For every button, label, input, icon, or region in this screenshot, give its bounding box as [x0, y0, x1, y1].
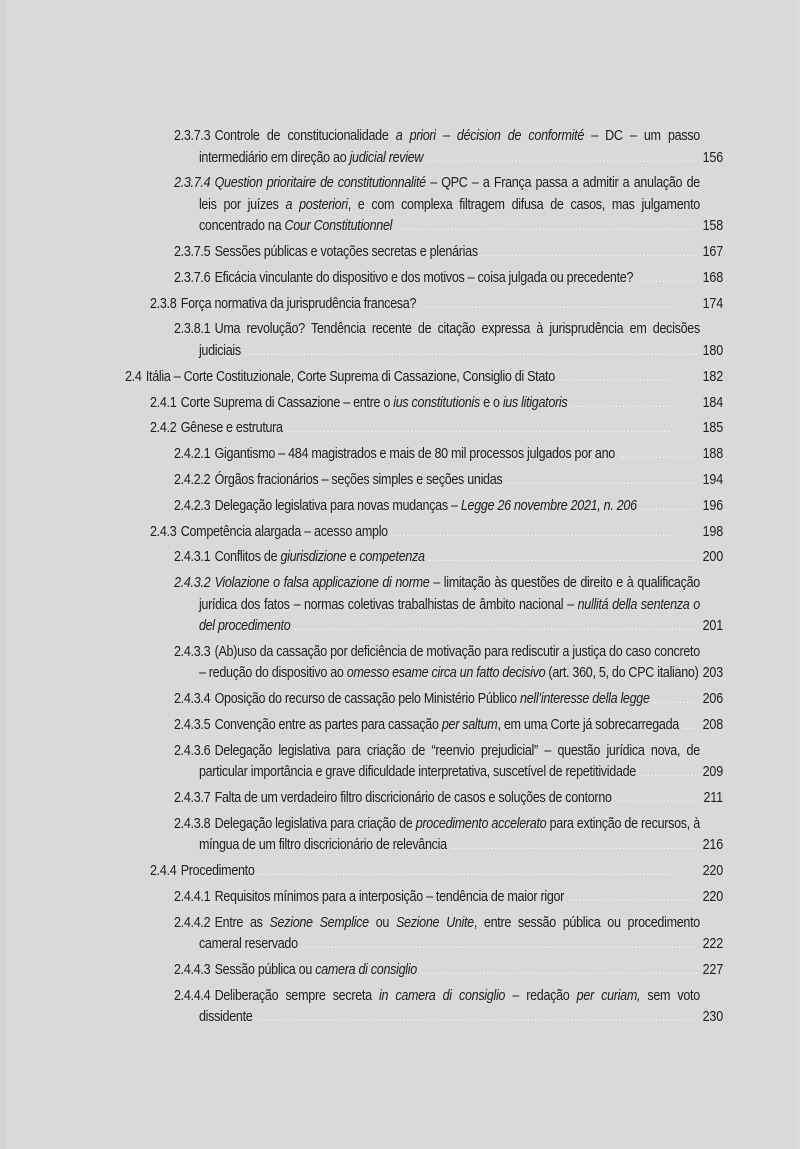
title-segment: Competência alargada – acesso amplo [180, 523, 388, 540]
italic-term: Legge 26 novembre 2021, n. 206 [460, 497, 637, 514]
dot-leader: ............................................................................ [416, 965, 699, 978]
toc-entry-text [174, 960, 712, 983]
toc-entry-body [174, 788, 700, 811]
dot-leader: ..................................................................... [416, 298, 673, 311]
page-number: 174 [702, 295, 723, 312]
page-number: 209 [702, 764, 723, 781]
title-segment: Requisitos mínimos para a interposição – tendência de maior rigor [214, 889, 565, 906]
title-segment: – DC – um passo intermediário em direção ao [198, 128, 700, 166]
dot-leader: ................................................................... [446, 840, 696, 853]
toc-entry[interactable] [0, 393, 800, 416]
section-number: 2.4.2.1 [174, 446, 211, 463]
title-segment: (Ab)uso da cassação por deficiência de motivação para rediscutir a justiça do caso concreto – redução do dispositivo ao [198, 643, 700, 682]
italic-term: a posteriori [285, 196, 348, 213]
page-number: 216 [702, 837, 723, 854]
toc-entry-body [174, 642, 700, 686]
title-segment: Deliberação sempre secreta [214, 987, 379, 1004]
page-number: 206 [702, 691, 723, 708]
dot-leader: .................................................... [502, 474, 697, 487]
section-number: 2.4.4 [150, 863, 177, 880]
toc-entry-body [174, 242, 700, 265]
page-number: 198 [702, 523, 723, 540]
page-number: 158 [702, 218, 723, 235]
section-number: 2.4.3.1 [174, 549, 211, 566]
table-of-contents [0, 126, 800, 1033]
toc-entry-text [174, 470, 712, 493]
title-segment: – limitação às questões de direito e à qualificação jurídica dos fatos – normas coletivas trabalhistas de âmbito nacional – [198, 575, 700, 613]
toc-entry[interactable] [0, 242, 800, 265]
toc-entry-text [174, 547, 712, 570]
section-number: 2.3.7.4 [174, 175, 211, 192]
toc-entry-body [174, 814, 700, 858]
page-number: 203 [702, 665, 723, 682]
italic-term: ius litigatoris [502, 394, 568, 411]
toc-entry-text [174, 642, 712, 686]
toc-entry-text [125, 367, 706, 390]
section-number: 2.4.4.4 [174, 987, 211, 1004]
italic-term: Sezione Semplice [269, 914, 369, 931]
toc-entry[interactable] [0, 741, 800, 785]
title-segment: e o [479, 394, 503, 411]
page-number: 188 [702, 446, 723, 463]
page-number: 230 [702, 1009, 723, 1026]
italic-term: per saltum [441, 717, 498, 734]
section-number: 2.3.7.3 [174, 128, 211, 144]
toc-entry[interactable] [0, 986, 800, 1030]
title-segment: Falta de um verdadeiro filtro discricionário de casos e soluções de contorno [214, 790, 612, 807]
section-number: 2.4 [125, 368, 142, 385]
title-segment: – redação [505, 987, 577, 1004]
section-number: 2.4.2.2 [174, 471, 211, 488]
italic-term: omesso esame circa un fatto decisivo [346, 665, 546, 682]
page-number: 167 [702, 244, 723, 261]
page-number: 156 [702, 149, 723, 166]
dot-leader: ............................................................................. [387, 526, 674, 539]
toc-entry-text [174, 788, 712, 811]
toc-entry-body [174, 319, 700, 363]
title-segment: Delegação legislativa para criação de [214, 815, 416, 832]
toc-entry-body [150, 294, 675, 317]
toc-entry-body [174, 986, 700, 1030]
section-number: 2.4.3.7 [174, 790, 211, 807]
toc-entry[interactable] [0, 268, 800, 291]
title-segment: ou [368, 914, 396, 931]
dot-leader: .............................................................................................................. [290, 621, 697, 634]
section-number: 2.3.7.5 [174, 244, 211, 261]
italic-term: competenza [359, 549, 425, 566]
title-segment: Entre as [214, 914, 270, 931]
toc-entry-body [174, 126, 700, 170]
page-number: 180 [702, 342, 723, 359]
page-number: 220 [702, 889, 723, 906]
title-segment: – QPC – a França passa a admitir a anulação de leis por juízes [198, 175, 700, 213]
toc-entry-text [174, 126, 712, 170]
toc-entry[interactable] [0, 547, 800, 570]
toc-entry-text [174, 689, 712, 712]
toc-entry-text [174, 887, 712, 910]
section-number: 2.4.4.2 [174, 914, 211, 931]
toc-entry-body [174, 689, 700, 712]
section-number: 2.4.4.1 [174, 889, 211, 906]
toc-entry[interactable] [0, 173, 800, 239]
toc-entry[interactable] [0, 496, 800, 519]
toc-entry-body [174, 444, 700, 467]
title-segment: Força normativa da jurisprudência francesa? [180, 295, 417, 312]
toc-entry[interactable] [0, 319, 800, 363]
italic-term: a priori – décision de conformité [395, 128, 585, 144]
title-segment: Procedimento [180, 863, 255, 880]
toc-entry-text [174, 496, 712, 519]
italic-term: in camera di consiglio [378, 987, 506, 1004]
toc-entry-text [174, 319, 712, 363]
title-segment: Corte Suprema di Cassazione – entre o [180, 394, 394, 411]
dot-leader: ............... [636, 500, 696, 513]
dot-leader: ......................................................................... [424, 552, 696, 565]
section-number: 2.4.4.3 [174, 962, 211, 979]
section-number: 2.4.2 [150, 420, 177, 437]
title-segment: Delegação legislativa para criação de “reenvio prejudicial” – questão jurídica nova, de particular importância e grave dificuldade interpretativa, suscetível de repetitividade [198, 742, 700, 781]
toc-entry-text [174, 913, 712, 957]
toc-entry-body [150, 522, 675, 545]
toc-entry[interactable] [0, 522, 800, 545]
dot-leader: ........................................................................................................................ [252, 1012, 696, 1025]
toc-entry[interactable] [0, 444, 800, 467]
toc-entry[interactable] [0, 715, 800, 738]
section-number: 2.4.3.8 [174, 815, 211, 832]
page-number: 227 [702, 962, 723, 979]
toc-entry-body [174, 887, 700, 910]
page-number: 196 [702, 497, 723, 514]
toc-entry[interactable] [0, 887, 800, 910]
toc-entry-body [174, 268, 700, 291]
title-segment: Órgãos fracionários – seções simples e seções unidas [214, 471, 503, 488]
toc-entry-text [174, 814, 712, 858]
toc-entry-text [150, 861, 709, 884]
page-number: 220 [702, 863, 723, 880]
title-segment: Convenção entre as partes para cassação [214, 717, 442, 734]
title-segment: Oposição do recurso de cassação pelo Ministério Público [214, 691, 521, 708]
italic-term: ius constitutionis [393, 394, 480, 411]
toc-entry-text [174, 573, 712, 639]
page-number: 184 [702, 394, 723, 411]
toc-entry-body [174, 913, 700, 957]
italic-term: Violazione o falsa applicazione di norme [214, 575, 430, 592]
toc-entry-text [174, 715, 712, 738]
page-number: 182 [702, 368, 723, 385]
page-number: 211 [703, 790, 723, 807]
dot-leader: ............................................................................................................................ [240, 345, 699, 358]
dot-leader: ................ [635, 767, 699, 780]
title-segment: (art. 360, 5, do CPC italiano) [545, 665, 699, 682]
page-number: 185 [702, 420, 723, 437]
section-number: 2.4.3 [150, 523, 177, 540]
title-segment: Eficácia vinculante do dispositivo e dos motivos – coisa julgada ou precedente? [214, 269, 634, 286]
toc-entry-body [174, 496, 700, 519]
toc-entry[interactable] [0, 861, 800, 884]
title-segment: , entre sessão pública ou procedimento cameral reservado [198, 914, 700, 953]
toc-entry-text [174, 268, 712, 291]
title-segment: Controle de constitucionalidade [214, 128, 396, 144]
italic-term: judicial review [349, 149, 424, 166]
toc-entry-body [150, 861, 675, 884]
toc-entry[interactable] [0, 689, 800, 712]
italic-term: Question prioritaire de constitutionnalité [214, 175, 426, 192]
section-number: 2.4.3.4 [174, 691, 211, 708]
title-segment: sem voto dissidente [198, 987, 700, 1026]
toc-entry-text [174, 741, 712, 785]
title-segment: Gigantismo – 484 magistrados e mais de 80 mil processos julgados por ano [214, 446, 615, 463]
toc-entry[interactable] [0, 913, 800, 957]
toc-entry-body [150, 418, 675, 441]
toc-entry-body [174, 573, 700, 639]
page-number: 200 [702, 549, 723, 566]
section-number: 2.3.8 [150, 295, 177, 312]
toc-entry-body [174, 715, 700, 738]
dot-leader: ........................................................... [477, 247, 698, 260]
toc-entry-body [150, 393, 675, 416]
section-number: 2.4.1 [150, 394, 177, 411]
toc-entry-text [150, 522, 709, 545]
page-number: 201 [702, 618, 723, 635]
title-segment: para extinção de recursos, à míngua de um filtro discricionário de relevância [198, 815, 700, 854]
toc-entry-text [174, 173, 712, 239]
toc-entry[interactable] [0, 367, 800, 390]
section-number: 2.4.3.5 [174, 717, 211, 734]
italic-term: procedimento accelerato [415, 815, 547, 832]
dot-leader: ............................... [554, 371, 673, 384]
italic-term: nell’interesse della legge [520, 691, 650, 708]
toc-entry[interactable] [0, 470, 800, 493]
toc-entry[interactable] [0, 642, 800, 686]
dot-leader: ................................................................................................................. [254, 866, 672, 879]
dot-leader: ...................... [611, 793, 696, 806]
dot-leader: .......................................................................... [423, 152, 698, 165]
italic-term: camera di consiglio [315, 962, 417, 979]
title-segment: Gênese e estrutura [180, 420, 283, 437]
toc-entry[interactable] [0, 126, 800, 170]
dot-leader: .... [678, 720, 698, 733]
toc-entry[interactable] [0, 418, 800, 441]
dot-leader: ............ [649, 694, 698, 707]
toc-entry-text [174, 986, 712, 1030]
section-number: 2.3.8.1 [174, 321, 211, 338]
dot-leader: ............................................................................................................ [297, 939, 697, 952]
title-segment: , e com complexa filtragem difusa de casos, mas julgamento concentrado na [198, 196, 700, 235]
dot-leader: ......................................................................................................... [282, 423, 671, 436]
toc-entry-body [174, 960, 700, 983]
title-segment: , em uma Corte já sobrecarregada [497, 717, 679, 734]
dot-leader: ..................... [614, 449, 696, 462]
page-number: 194 [702, 471, 723, 488]
toc-entry[interactable] [0, 294, 800, 317]
toc-entry-text [150, 418, 709, 441]
toc-entry-text [174, 444, 712, 467]
title-segment: Sessões públicas e votações secretas e plenárias [214, 244, 478, 261]
toc-entry[interactable] [0, 814, 800, 858]
toc-entry-body [174, 547, 700, 570]
toc-entry-body [174, 470, 700, 493]
title-segment: Itália – Corte Costituzionale, Corte Suprema di Cassazione, Consiglio di Stato [145, 368, 555, 385]
toc-entry-body [125, 367, 675, 390]
title-segment: Uma revolução? Tendência recente de citação expressa à jurisprudência em decisões judiciais [198, 321, 700, 359]
toc-entry-text [150, 294, 709, 317]
section-number: 2.4.3.6 [174, 742, 211, 759]
section-number: 2.4.3.2 [174, 575, 211, 592]
page-number: 168 [702, 269, 723, 286]
page-number: 208 [702, 717, 723, 734]
toc-entry-body [174, 741, 700, 785]
toc-entry[interactable] [0, 788, 800, 811]
title-segment: Sessão pública ou [214, 962, 316, 979]
dot-leader: ............................ [567, 397, 674, 410]
title-segment: e [346, 549, 360, 566]
toc-entry[interactable] [0, 573, 800, 639]
dot-leader: ................ [633, 272, 696, 285]
title-segment: Delegação legislativa para novas mudanças – [214, 497, 461, 514]
section-number: 2.4.2.3 [174, 497, 211, 514]
italic-term: Sezione Unite [395, 914, 474, 931]
section-number: 2.3.7.6 [174, 269, 211, 286]
italic-term: Cour Constitutionnel [284, 218, 393, 235]
italic-term: per curiam, [576, 987, 641, 1004]
toc-entry-text [174, 242, 712, 265]
dot-leader: .................................................................................. [392, 221, 696, 234]
toc-entry-body [174, 173, 700, 239]
dot-leader: ................................... [564, 892, 696, 905]
italic-term: nullitá della sentenza o del procedimento [198, 596, 700, 635]
toc-entry[interactable] [0, 960, 800, 983]
italic-term: giurisdizione [280, 549, 347, 566]
toc-entry-text [150, 393, 709, 416]
page-number: 222 [702, 936, 723, 953]
title-segment: Conflitos de [214, 549, 281, 566]
section-number: 2.4.3.3 [174, 643, 211, 660]
